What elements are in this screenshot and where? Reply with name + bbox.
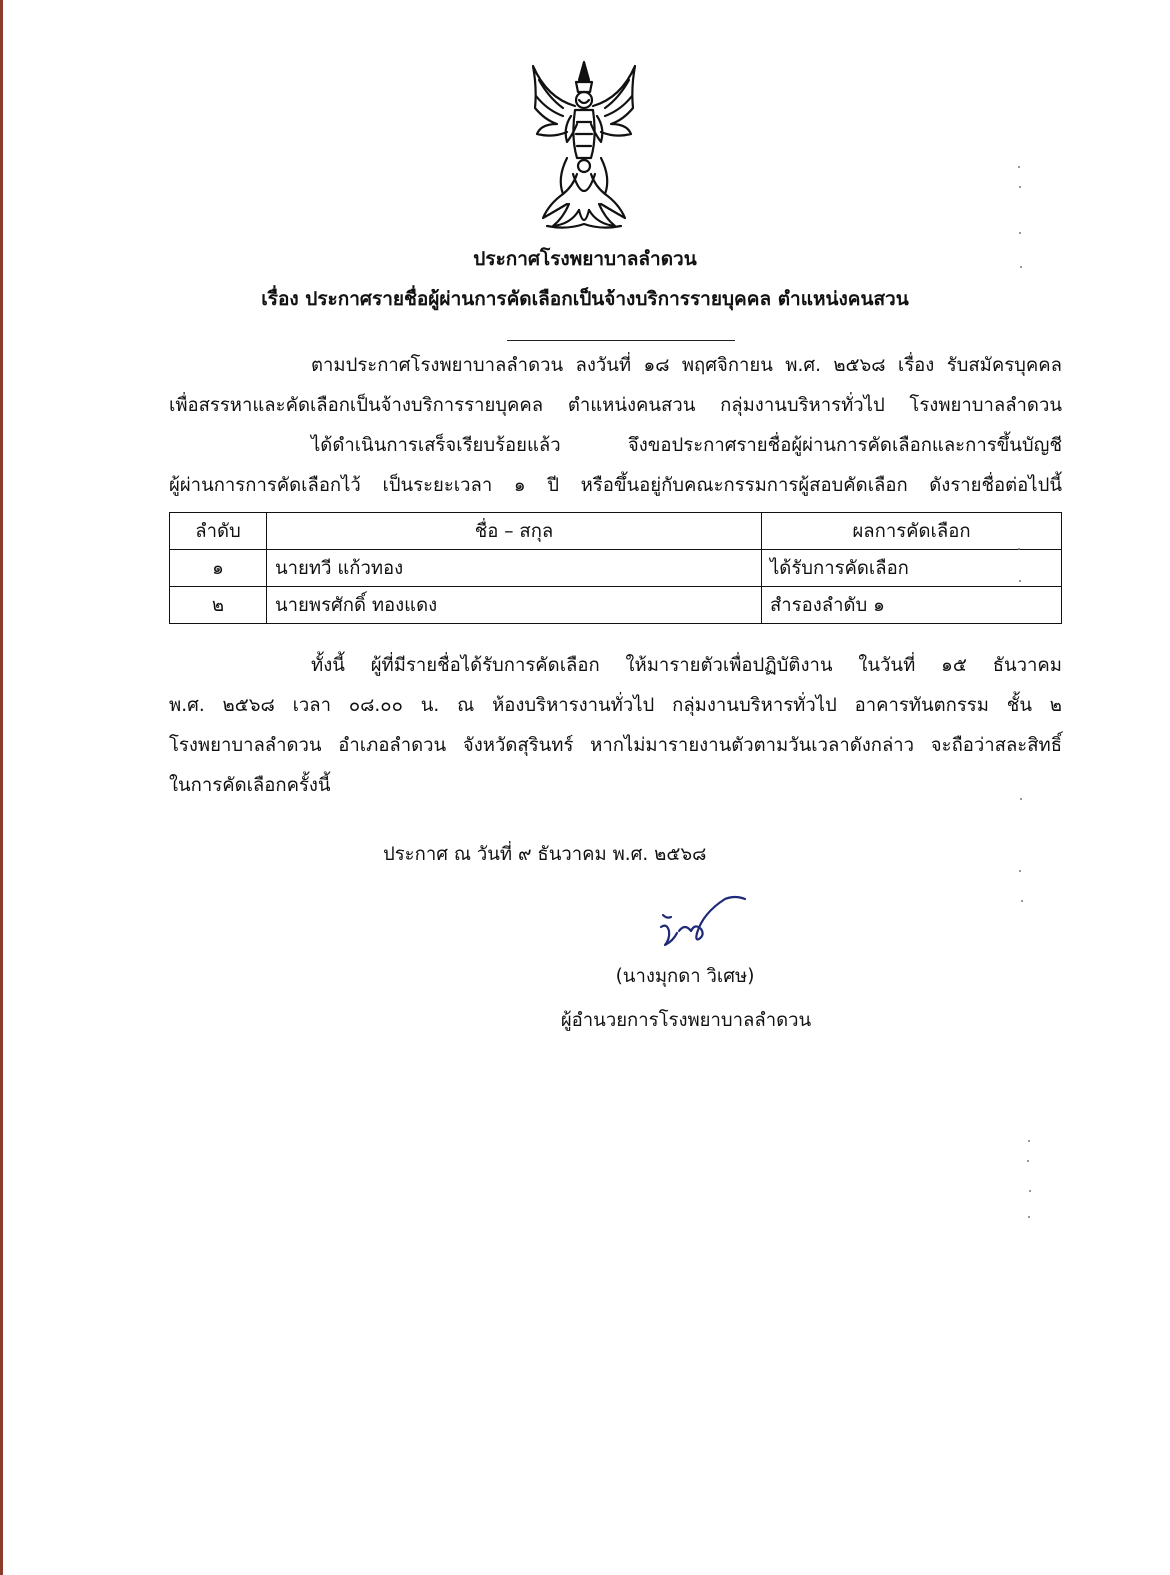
report-line-3: โรงพยาบาลลำดวน อำเภอลำดวน จังหวัดสุรินทร์ หากไม่มารายงานตัวตามวันเวลาดังกล่าว จะถือว่าสละสิทธิ์ (169, 735, 1062, 756)
report-line-1: ทั้งนี้ ผู้ที่มีรายชื่อได้รับการคัดเลือก ให้มารายตัวเพื่อปฏิบัติงาน ในวันที่ ๑๕ ธันวาคม (311, 655, 1062, 676)
row-name: นายพรศักดิ์ ทองแดง (267, 587, 762, 624)
intro-line-4: ผู้ผ่านการการคัดเลือกไว้ เป็นระยะเวลา ๑ ปี หรือขึ้นอยู่กับคณะกรรมการผู้สอบคัดเลือก ดังรายชื่อต่อไปนี้ (169, 475, 1062, 496)
announcement-title: ประกาศโรงพยาบาลลำดวน (473, 248, 697, 270)
row-result: สำรองลำดับ ๑ (762, 587, 1062, 624)
report-paragraph (169, 646, 1062, 806)
intro-line-1: ตามประกาศโรงพยาบาลลำดวน ลงวันที่ ๑๘ พฤศจิกายน พ.ศ. ๒๕๖๘ เรื่อง รับสมัครบุคคล (311, 355, 1062, 376)
row-order: ๑ (170, 550, 267, 587)
intro-paragraph (169, 346, 1062, 506)
signature (655, 893, 755, 953)
row-order: ๒ (170, 587, 267, 624)
table-header-row (170, 513, 1062, 550)
intro-line-2: เพื่อสรรหาและคัดเลือกเป็นจ้างบริการรายบุคคล ตำแหน่งคนสวน กลุ่มงานบริหารทั่วไป โรงพยาบาลลำดวน (169, 395, 1062, 416)
row-result: ได้รับการคัดเลือก (762, 550, 1062, 587)
report-line-2: พ.ศ. ๒๕๖๘ เวลา ๐๘.๐๐ น. ณ ห้องบริหารงานทั่วไป กลุ่มงานบริหารทั่วไป อาคารทันตกรรม ชั้น ๒ (169, 695, 1062, 716)
header-order: ลำดับ (170, 513, 267, 550)
garuda-emblem (527, 58, 642, 233)
announcement-subject: เรื่อง ประกาศรายชื่อผู้ผ่านการคัดเลือกเป็นจ้างบริการรายบุคคล ตำแหน่งคนสวน (261, 288, 909, 310)
title-divider (507, 340, 735, 341)
header-result: ผลการคัดเลือก (762, 513, 1062, 550)
signer-position: ผู้อำนวยการโรงพยาบาลลำดวน (560, 1010, 812, 1031)
report-line-4: ในการคัดเลือกครั้งนี้ (169, 775, 331, 796)
row-name: นายทวี แก้วทอง (267, 550, 762, 587)
signer-name: (นางมุกดา วิเศษ) (615, 966, 755, 987)
announcement-date: ประกาศ ณ วันที่ ๙ ธันวาคม พ.ศ. ๒๕๖๘ (383, 844, 707, 865)
intro-line-3: ได้ดำเนินการเสร็จเรียบร้อยแล้ว จึงขอประกาศรายชื่อผู้ผ่านการคัดเลือกและการขึ้นบัญชี (311, 435, 1062, 456)
results-table (169, 512, 1062, 624)
header-name: ชื่อ – สกุล (267, 513, 762, 550)
page-edge (0, 0, 3, 1575)
table-row (170, 587, 1062, 624)
table-row (170, 550, 1062, 587)
